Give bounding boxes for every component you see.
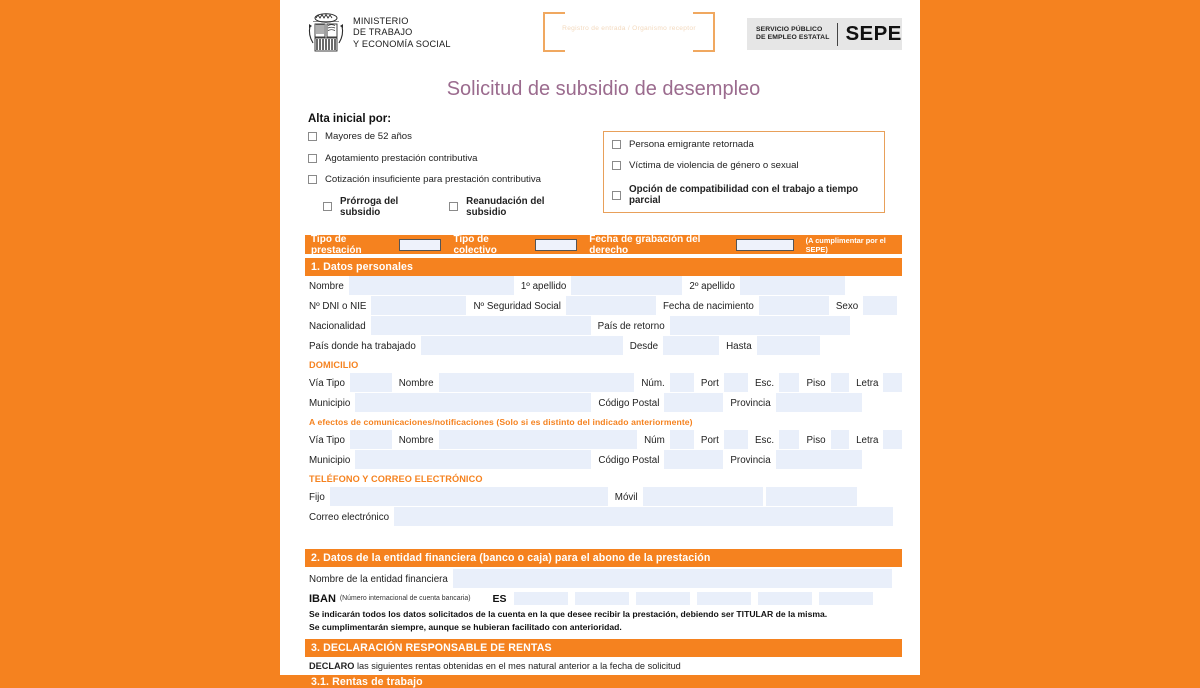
input-pais-retorno[interactable] — [670, 316, 850, 336]
subsection-heading-notificaciones: A efectos de comunicaciones/notificaciones (Solo si es distinto del indicado anteriormente) — [309, 417, 693, 427]
checkbox-prorroga[interactable] — [323, 202, 332, 211]
label-domicilio-via-tipo: Vía Tipo — [309, 377, 345, 389]
checkbox-row-emigrante-retornada[interactable] — [612, 139, 884, 150]
sepe-line-1: SERVICIO PÚBLICO — [756, 25, 823, 33]
label-sexo: Sexo — [835, 300, 859, 312]
row-iban — [305, 589, 902, 608]
input-iban-segment-6[interactable] — [819, 592, 873, 605]
label-domicilio-provincia: Provincia — [730, 397, 771, 409]
label-nacionalidad: Nacionalidad — [309, 320, 366, 332]
input-telefono-fijo[interactable] — [330, 487, 608, 507]
label-notif-provincia: Provincia — [730, 454, 771, 466]
label-desde: Desde — [629, 340, 659, 352]
sepe-acronym: SEPE — [845, 22, 902, 45]
alta-inicial-left-column — [308, 131, 593, 218]
label-pais-retorno: País de retorno — [597, 320, 665, 332]
admin-bar-note: (A cumplimentar por el SEPE) — [805, 235, 886, 254]
input-domicilio-port[interactable] — [724, 373, 748, 393]
input-domicilio-municipio[interactable] — [355, 393, 591, 413]
input-domicilio-piso[interactable] — [831, 373, 850, 393]
row-dni-ss-fnac-sexo — [305, 296, 902, 316]
input-nombre[interactable] — [349, 276, 514, 296]
spain-coat-of-arms-icon — [305, 12, 347, 56]
section-heading-declaracion-rentas: 3. DECLARACIÓN RESPONSABLE DE RENTAS — [305, 639, 902, 657]
checkbox-compatibilidad-parcial[interactable] — [612, 191, 621, 200]
label-domicilio-port: Port — [700, 377, 719, 389]
input-tipo-colectivo[interactable] — [535, 239, 578, 251]
alta-inicial-sub-options — [323, 196, 593, 218]
label-apellido1: 1º apellido — [520, 280, 567, 292]
label-iban: IBAN — [309, 592, 336, 605]
label-domicilio-letra: Letra — [856, 377, 879, 389]
checkbox-row-cotizacion-insuficiente[interactable] — [308, 174, 593, 185]
input-iban-segment-2[interactable] — [575, 592, 629, 605]
input-domicilio-via-tipo[interactable] — [350, 373, 392, 393]
checkbox-row-agotamiento[interactable] — [308, 153, 593, 164]
sepe-admin-bar — [305, 235, 902, 254]
registration-stamp-text: Registro de entrada / Organismo receptor — [562, 25, 696, 32]
label-notif-municipio: Municipio — [309, 454, 351, 466]
input-domicilio-cp[interactable] — [664, 393, 723, 413]
ministry-line-3: Y ECONOMÍA SOCIAL — [353, 38, 451, 49]
section-heading-datos-personales: 1. Datos personales — [305, 258, 902, 276]
input-tipo-prestacion[interactable] — [399, 239, 442, 251]
input-seguridad-social[interactable] — [566, 296, 656, 316]
sepe-divider — [837, 23, 838, 46]
label-nombre: Nombre — [309, 280, 344, 292]
label-iban-note: (Número internacional de cuenta bancaria) — [339, 595, 471, 602]
alta-inicial-right-panel — [603, 131, 885, 213]
input-notif-cp[interactable] — [664, 450, 723, 470]
checkbox-cotizacion-insuficiente[interactable] — [308, 175, 317, 184]
sepe-full-name — [747, 26, 829, 43]
label-fecha-nacimiento: Fecha de nacimiento — [662, 300, 754, 312]
input-correo-electronico[interactable] — [394, 507, 893, 527]
input-notif-nombre[interactable] — [439, 430, 638, 450]
label-seguridad-social: Nº Seguridad Social — [473, 300, 561, 312]
label-apellido2: 2º apellido — [689, 280, 735, 292]
label-dni: Nº DNI o NIE — [309, 300, 367, 312]
input-notif-port[interactable] — [724, 430, 748, 450]
input-iban-segment-5[interactable] — [758, 592, 812, 605]
input-notif-municipio[interactable] — [355, 450, 591, 470]
row-nacionalidad-pais-retorno — [305, 316, 902, 336]
corner-bracket-bottom-right-icon — [693, 30, 715, 52]
checkbox-reanudacion[interactable] — [449, 202, 458, 211]
checkbox-victima-violencia[interactable] — [612, 161, 621, 170]
label-telefono-fijo: Fijo — [309, 491, 325, 503]
input-notif-provincia[interactable] — [776, 450, 862, 470]
section-heading-entidad-financiera: 2. Datos de la entidad financiera (banco o caja) para el abono de la prestación — [305, 549, 902, 567]
input-domicilio-esc[interactable] — [779, 373, 799, 393]
input-domicilio-nombre[interactable] — [439, 373, 635, 393]
input-notif-num[interactable] — [670, 430, 694, 450]
declaro-bold: DECLARO — [309, 661, 355, 671]
label-domicilio-municipio: Municipio — [309, 397, 351, 409]
label-fecha-grabacion: Fecha de grabación del derecho — [589, 233, 701, 256]
checkbox-label-compatibilidad-parcial: Opción de compatibilidad con el trabajo a tiempo parcial — [629, 184, 859, 206]
row-nombre-entidad — [305, 569, 902, 589]
label-notif-nombre: Nombre — [398, 434, 434, 446]
iban-note-line-2: Se cumplimentarán siempre, aunque se hubieran facilitado con anterioridad. — [309, 621, 622, 632]
label-domicilio-esc: Esc. — [755, 377, 775, 389]
label-notif-port: Port — [700, 434, 719, 446]
input-iban-segment-3[interactable] — [636, 592, 690, 605]
declaro-text — [305, 657, 902, 671]
registration-stamp-area — [543, 12, 715, 52]
input-notif-esc[interactable] — [779, 430, 799, 450]
input-dni[interactable] — [371, 296, 466, 316]
input-domicilio-num[interactable] — [670, 373, 694, 393]
input-notif-via-tipo[interactable] — [350, 430, 392, 450]
input-nombre-entidad[interactable] — [453, 569, 892, 589]
input-domicilio-provincia[interactable] — [776, 393, 862, 413]
iban-note-line-1: Se indicarán todos los datos solicitados de la cuenta en la que desee recibir la prestación, debiendo ser TITULAR de la misma. — [309, 609, 828, 619]
ministry-line-1: MINISTERIO — [353, 16, 409, 26]
input-apellido2[interactable] — [740, 276, 845, 296]
label-hasta: Hasta — [726, 340, 752, 352]
label-notif-via-tipo: Vía Tipo — [309, 434, 345, 446]
label-notif-letra: Letra — [856, 434, 879, 446]
alta-inicial-block — [305, 131, 902, 231]
checkbox-label-reanudacion: Reanudación del subsidio — [466, 195, 545, 218]
checkbox-row-victima-violencia[interactable] — [612, 160, 884, 171]
label-notif-cp: Código Postal — [598, 454, 660, 466]
checkbox-label-emigrante-retornada: Persona emigrante retornada — [629, 139, 754, 150]
ministry-line-2: DE TRABAJO — [353, 27, 413, 38]
document-header — [305, 0, 902, 70]
section-heading-rentas-trabajo-partial: 3.1. Rentas de trabajo — [305, 677, 902, 687]
input-sexo[interactable] — [863, 296, 897, 316]
row-correo-electronico — [305, 507, 902, 527]
form-document-sheet — [280, 0, 920, 688]
sepe-logo — [747, 18, 902, 50]
label-notif-piso: Piso — [806, 434, 826, 446]
alta-inicial-heading: Alta inicial por: — [308, 113, 392, 125]
label-domicilio-nombre: Nombre — [398, 377, 434, 389]
page-title: Solicitud de subsidio de desempleo — [446, 78, 761, 100]
row-notif-municipio — [305, 450, 902, 470]
input-fecha-nacimiento[interactable] — [759, 296, 829, 316]
input-iban-segment-1[interactable] — [514, 592, 568, 605]
label-telefono-movil: Móvil — [614, 491, 638, 503]
label-tipo-prestacion: Tipo de prestación — [311, 233, 362, 256]
input-nacionalidad[interactable] — [371, 316, 591, 336]
input-telefono-extra[interactable] — [766, 487, 857, 507]
ministry-name — [353, 16, 451, 50]
checkbox-emigrante-retornada[interactable] — [612, 140, 621, 149]
input-hasta[interactable] — [757, 336, 820, 356]
label-pais-trabajado: País donde ha trabajado — [309, 340, 416, 352]
input-apellido1[interactable] — [571, 276, 682, 296]
corner-bracket-bottom-left-icon — [543, 30, 565, 52]
input-domicilio-letra[interactable] — [883, 373, 902, 393]
input-notif-piso[interactable] — [831, 430, 850, 450]
input-desde[interactable] — [663, 336, 719, 356]
label-nombre-entidad: Nombre de la entidad financiera — [309, 573, 448, 585]
row-notif-via — [305, 430, 902, 450]
row-pais-trabajado — [305, 336, 902, 356]
checkbox-row-reanudacion[interactable] — [449, 196, 571, 218]
label-notif-num: Núm — [644, 434, 665, 446]
sepe-line-2: DE EMPLEO ESTATAL — [756, 34, 830, 41]
checkbox-mayores-52[interactable] — [308, 132, 317, 141]
checkbox-row-prorroga[interactable] — [323, 196, 427, 218]
checkbox-agotamiento[interactable] — [308, 154, 317, 163]
label-domicilio-cp: Código Postal — [598, 397, 660, 409]
label-notif-esc: Esc. — [755, 434, 775, 446]
checkbox-label-prorroga: Prórroga del subsidio — [340, 195, 399, 218]
checkbox-label-victima-violencia: Víctima de violencia de género o sexual — [629, 160, 799, 171]
input-pais-trabajado[interactable] — [421, 336, 623, 356]
label-iban-country: ES — [492, 592, 507, 605]
label-correo-electronico: Correo electrónico — [309, 511, 390, 523]
checkbox-label-mayores-52: Mayores de 52 años — [325, 131, 412, 142]
row-telefonos — [305, 487, 902, 507]
input-notif-letra[interactable] — [883, 430, 902, 450]
declaro-rest: las siguientes rentas obtenidas en el mes natural anterior a la fecha de solicitud — [354, 661, 681, 671]
checkbox-label-cotizacion-insuficiente: Cotización insuficiente para prestación contributiva — [325, 174, 541, 185]
label-domicilio-piso: Piso — [806, 377, 826, 389]
input-fecha-grabacion[interactable] — [736, 239, 793, 251]
input-iban-segment-4[interactable] — [697, 592, 751, 605]
label-tipo-colectivo: Tipo de colectivo — [453, 233, 497, 256]
subsection-heading-contacto: TELÉFONO Y CORREO ELECTRÓNICO — [309, 474, 483, 484]
row-domicilio-municipio — [305, 393, 902, 413]
label-domicilio-num: Núm. — [641, 377, 665, 389]
checkbox-row-mayores-52[interactable] — [308, 131, 593, 142]
row-nombre-apellidos — [305, 276, 902, 296]
checkbox-label-agotamiento: Agotamiento prestación contributiva — [325, 152, 478, 164]
input-telefono-movil[interactable] — [643, 487, 763, 507]
checkbox-row-compatibilidad-parcial[interactable] — [612, 184, 884, 206]
subsection-heading-domicilio: DOMICILIO — [309, 360, 359, 370]
row-domicilio-via — [305, 373, 902, 393]
